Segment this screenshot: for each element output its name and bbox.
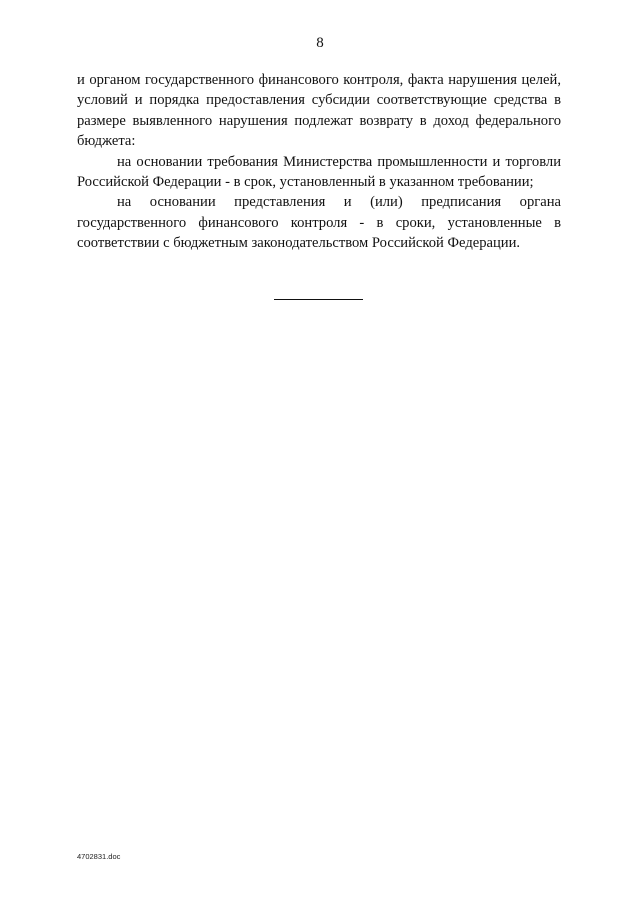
page-number: 8 [316,35,324,51]
footer-document-code: 4702831.doc [77,852,121,861]
paragraph-continuation: и органом государственного финансового контроля, факта нарушения целей, условий и порядка предоставления субсидии соответствующие средства в размере выявленного нарушения подлежат возврату в доход федерального бюджета: [77,72,561,150]
paragraph-financial-control: на основании представления и (или) предписания органа государственного финансового контроля - в сроки, установленные в соответствии с бюджетным законодательством Российской Федерации. [77,194,561,252]
document-body [77,70,561,254]
end-separator-line [274,299,363,300]
paragraph-ministry-requirement: на основании требования Министерства промышленности и торговли Российской Федерации - в срок, установленный в указанном требовании; [77,153,561,191]
